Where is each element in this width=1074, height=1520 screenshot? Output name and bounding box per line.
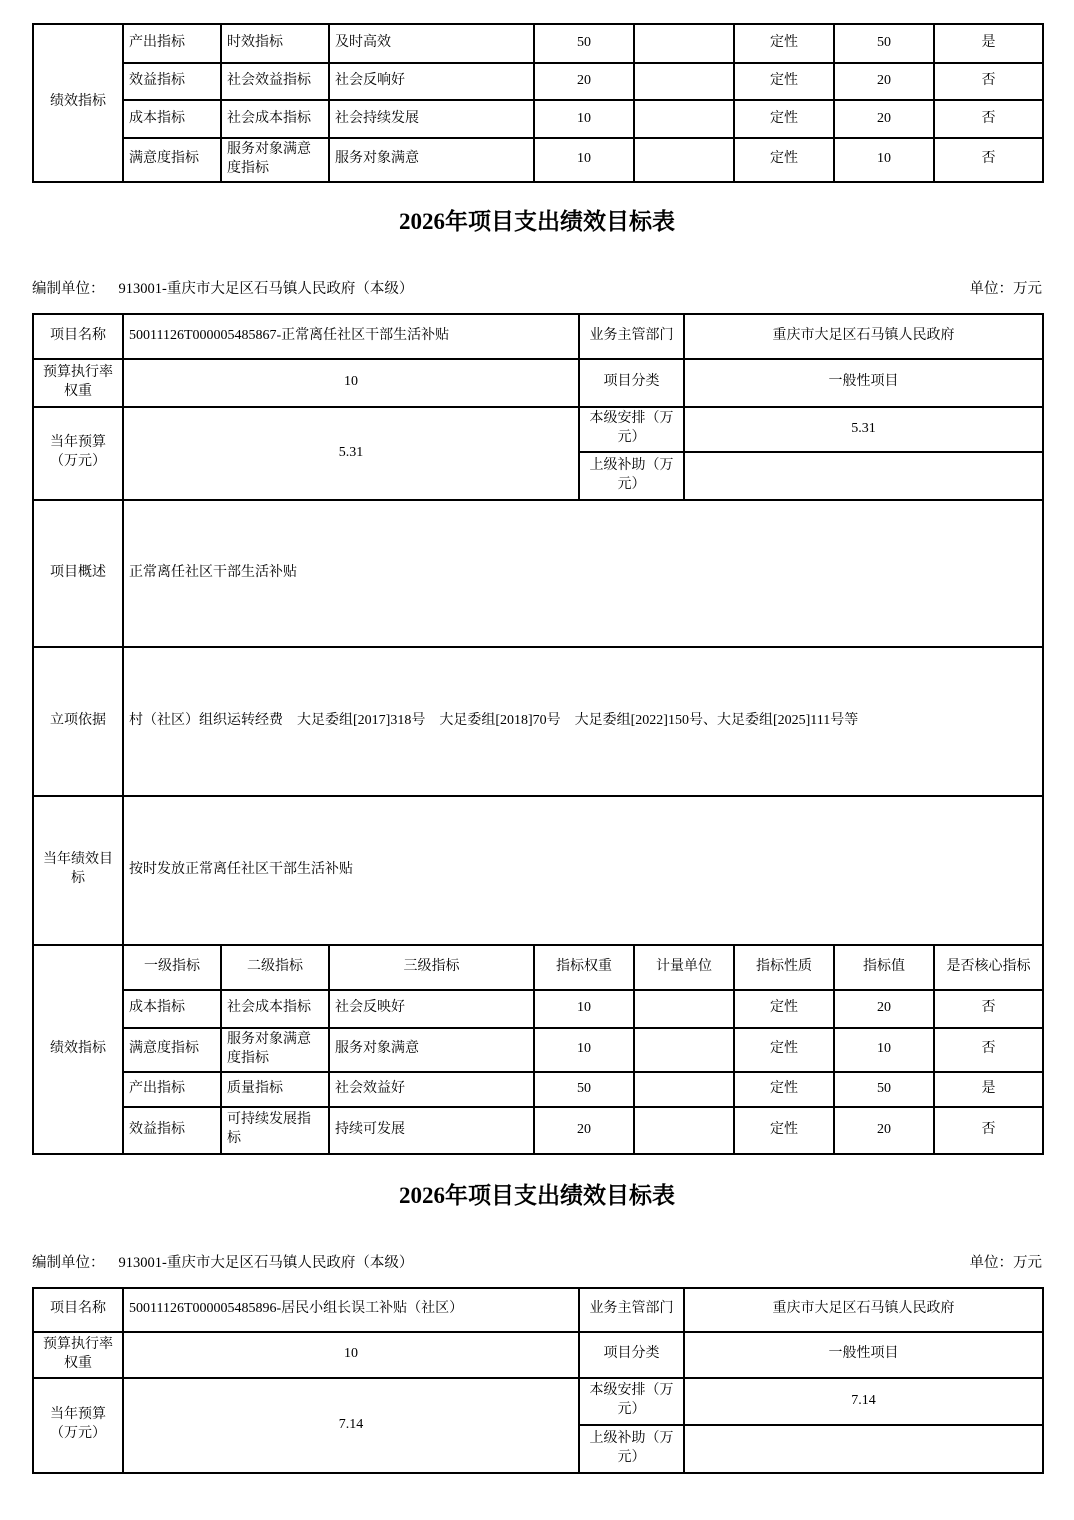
exec-weight-label: 预算执行率权重 [33,1332,123,1378]
cell-indicator-nature: 定性 [734,990,834,1028]
cell-level2-indicator: 社会效益指标 [221,63,329,100]
cell-measure-unit [634,138,734,182]
category-label: 项目分类 [579,359,684,407]
header-indicator-nature: 指标性质 [734,945,834,990]
cell-indicator-nature: 定性 [734,1107,834,1154]
prepared-by-value: 913001-重庆市大足区石马镇人民政府（本级） [118,1254,414,1271]
cell-level3-indicator: 服务对象满意 [329,138,534,182]
cell-indicator-weight: 50 [534,24,634,63]
cell-indicator-value: 20 [834,990,934,1028]
budget-label: 当年预算（万元） [33,1378,123,1473]
budget-value: 5.31 [123,407,579,500]
cell-indicator-weight: 50 [534,1072,634,1107]
local-arrangement-label: 本级安排（万元） [579,1378,684,1425]
overview-label: 项目概述 [33,500,123,647]
cell-measure-unit [634,1028,734,1072]
carryover-indicator-table [32,23,1044,183]
local-arrangement-label: 本级安排（万元） [579,407,684,452]
cell-indicator-weight: 10 [534,100,634,138]
header-level2-indicator: 二级指标 [221,945,329,990]
cell-indicator-nature: 定性 [734,63,834,100]
cell-is-core: 否 [934,1107,1043,1154]
page-title: 2026年项目支出绩效目标表 [399,208,675,234]
cell-is-core: 否 [934,100,1043,138]
page-title: 2026年项目支出绩效目标表 [399,1182,675,1208]
annual-goal-value: 按时发放正常离任社区干部生活补贴 [123,796,1043,945]
budget-label: 当年预算（万元） [33,407,123,500]
cell-level2-indicator: 服务对象满意度指标 [221,138,329,182]
project-name-label: 项目名称 [33,1288,123,1332]
cell-measure-unit [634,1107,734,1154]
dept-value: 重庆市大足区石马镇人民政府 [684,1288,1043,1332]
cell-level1-indicator: 成本指标 [123,100,221,138]
cell-is-core: 否 [934,63,1043,100]
cell-level2-indicator: 质量指标 [221,1072,329,1107]
cell-indicator-weight: 20 [534,1107,634,1154]
cell-level3-indicator: 社会反映好 [329,990,534,1028]
cell-indicator-nature: 定性 [734,24,834,63]
cell-level3-indicator: 社会反响好 [329,63,534,100]
basis-value: 村（社区）组织运转经费 大足委组[2017]318号 大足委组[2018]70号 大足委组[2022]150号、大足委组[2025]111号等 [123,647,1043,796]
local-arrangement-value: 5.31 [684,407,1043,452]
cell-level3-indicator: 社会效益好 [329,1072,534,1107]
cell-indicator-value: 20 [834,100,934,138]
cell-measure-unit [634,990,734,1028]
project-info-table [32,313,1044,946]
cell-indicator-weight: 20 [534,63,634,100]
budget-value: 7.14 [123,1378,579,1473]
upper-subsidy-value [684,452,1043,500]
cell-level1-indicator: 效益指标 [123,63,221,100]
cell-indicator-value: 10 [834,1028,934,1072]
upper-subsidy-label: 上级补助（万元） [579,1425,684,1473]
cell-indicator-weight: 10 [534,990,634,1028]
cell-level1-indicator: 产出指标 [123,1072,221,1107]
cell-level3-indicator: 持续可发展 [329,1107,534,1154]
cell-indicator-value: 20 [834,63,934,100]
project-name-value: 50011126T000005485867-正常离任社区干部生活补贴 [123,314,579,359]
cell-level2-indicator: 时效指标 [221,24,329,63]
cell-indicator-nature: 定性 [734,1028,834,1072]
project-name-label: 项目名称 [33,314,123,359]
header-measure-unit: 计量单位 [634,945,734,990]
cell-level1-indicator: 产出指标 [123,24,221,63]
cell-indicator-nature: 定性 [734,1072,834,1107]
cell-indicator-value: 20 [834,1107,934,1154]
cell-indicator-value: 50 [834,1072,934,1107]
cell-level2-indicator: 可持续发展指标 [221,1107,329,1154]
dept-label: 业务主管部门 [579,314,684,359]
cell-level3-indicator: 服务对象满意 [329,1028,534,1072]
cell-measure-unit [634,24,734,63]
exec-weight-value: 10 [123,359,579,407]
cell-is-core: 是 [934,24,1043,63]
cell-is-core: 否 [934,1028,1043,1072]
project-info-table [32,1287,1044,1474]
meta-line [32,1253,1042,1273]
cell-indicator-nature: 定性 [734,138,834,182]
unit-label: 单位：万元 [969,280,1042,297]
cell-level2-indicator: 社会成本指标 [221,100,329,138]
annual-goal-label: 当年绩效目标 [33,796,123,945]
basis-label: 立项依据 [33,647,123,796]
cell-level1-indicator: 效益指标 [123,1107,221,1154]
header-indicator-weight: 指标权重 [534,945,634,990]
unit-label: 单位：万元 [969,1254,1042,1271]
meta-line [32,279,1042,299]
local-arrangement-value: 7.14 [684,1378,1043,1425]
cell-indicator-nature: 定性 [734,100,834,138]
header-indicator-value: 指标值 [834,945,934,990]
prepared-by-label: 编制单位： [32,280,105,297]
cell-indicator-weight: 10 [534,138,634,182]
prepared-by-value: 913001-重庆市大足区石马镇人民政府（本级） [118,280,414,297]
category-label: 项目分类 [579,1332,684,1378]
cell-level1-indicator: 成本指标 [123,990,221,1028]
cell-is-core: 是 [934,1072,1043,1107]
prepared-by-label: 编制单位： [32,1254,105,1271]
cell-is-core: 否 [934,990,1043,1028]
prepared-by [32,1253,413,1273]
cell-measure-unit [634,1072,734,1107]
cell-level3-indicator: 社会持续发展 [329,100,534,138]
category-value: 一般性项目 [684,359,1043,407]
upper-subsidy-label: 上级补助（万元） [579,452,684,500]
cell-indicator-value: 50 [834,24,934,63]
header-is-core: 是否核心指标 [934,945,1043,990]
overview-value: 正常离任社区干部生活补贴 [123,500,1043,647]
dept-label: 业务主管部门 [579,1288,684,1332]
dept-value: 重庆市大足区石马镇人民政府 [684,314,1043,359]
header-level1-indicator: 一级指标 [123,945,221,990]
row-header-performance-indicators: 绩效指标 [33,945,123,1154]
cell-is-core: 否 [934,138,1043,182]
exec-weight-value: 10 [123,1332,579,1378]
exec-weight-label: 预算执行率权重 [33,359,123,407]
cell-level2-indicator: 社会成本指标 [221,990,329,1028]
project-name-value: 50011126T000005485896-居民小组长误工补贴（社区） [123,1288,579,1332]
cell-indicator-value: 10 [834,138,934,182]
cell-measure-unit [634,100,734,138]
cell-level1-indicator: 满意度指标 [123,138,221,182]
category-value: 一般性项目 [684,1332,1043,1378]
cell-level1-indicator: 满意度指标 [123,1028,221,1072]
row-header-performance-indicators: 绩效指标 [33,24,123,182]
cell-level2-indicator: 服务对象满意度指标 [221,1028,329,1072]
upper-subsidy-value [684,1425,1043,1473]
cell-measure-unit [634,63,734,100]
performance-indicator-table [32,944,1044,1155]
cell-indicator-weight: 10 [534,1028,634,1072]
prepared-by [32,279,413,299]
cell-level3-indicator: 及时高效 [329,24,534,63]
header-level3-indicator: 三级指标 [329,945,534,990]
